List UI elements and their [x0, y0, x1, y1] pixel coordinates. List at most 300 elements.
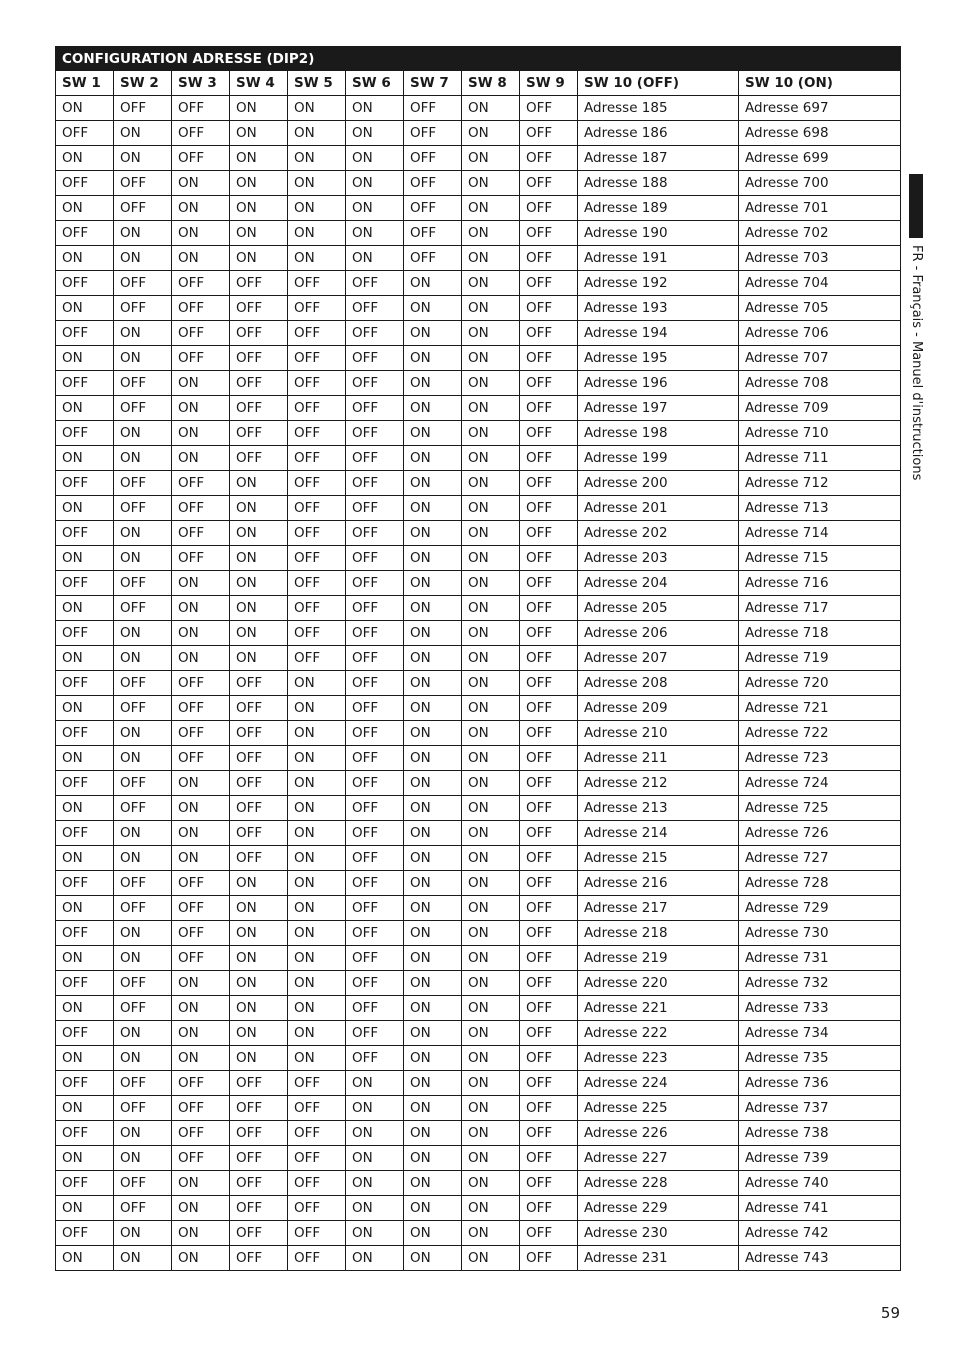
switch-state-cell: OFF [346, 996, 404, 1021]
switch-state-cell: ON [114, 221, 172, 246]
switch-state-cell: ON [230, 571, 288, 596]
address-cell: Adresse 231 [578, 1246, 739, 1271]
switch-state-cell: OFF [346, 321, 404, 346]
switch-state-cell: ON [346, 221, 404, 246]
switch-state-cell: ON [230, 971, 288, 996]
switch-state-cell: ON [172, 246, 230, 271]
switch-state-cell: OFF [346, 346, 404, 371]
switch-state-cell: ON [462, 321, 520, 346]
switch-state-cell: OFF [288, 1221, 346, 1246]
switch-state-cell: OFF [346, 596, 404, 621]
switch-state-cell: ON [288, 771, 346, 796]
switch-state-cell: OFF [288, 1196, 346, 1221]
switch-state-cell: ON [172, 421, 230, 446]
switch-state-cell: ON [172, 1196, 230, 1221]
switch-state-cell: ON [404, 1021, 462, 1046]
switch-state-cell: OFF [230, 421, 288, 446]
switch-state-cell: ON [114, 446, 172, 471]
address-cell: Adresse 229 [578, 1196, 739, 1221]
switch-state-cell: OFF [230, 1096, 288, 1121]
switch-state-cell: OFF [172, 671, 230, 696]
address-cell: Adresse 203 [578, 546, 739, 571]
switch-state-cell: ON [404, 346, 462, 371]
switch-state-cell: OFF [114, 1171, 172, 1196]
switch-state-cell: OFF [230, 796, 288, 821]
switch-state-cell: ON [56, 896, 114, 921]
address-cell: Adresse 724 [739, 771, 901, 796]
switch-state-cell: ON [172, 821, 230, 846]
switch-state-cell: OFF [346, 646, 404, 671]
switch-state-cell: OFF [346, 696, 404, 721]
address-cell: Adresse 222 [578, 1021, 739, 1046]
switch-state-cell: OFF [230, 1246, 288, 1271]
switch-state-cell: ON [462, 221, 520, 246]
address-cell: Adresse 726 [739, 821, 901, 846]
column-header: SW 7 [404, 71, 462, 96]
switch-state-cell: OFF [288, 496, 346, 521]
switch-state-cell: ON [172, 621, 230, 646]
switch-state-cell: OFF [520, 271, 578, 296]
address-cell: Adresse 188 [578, 171, 739, 196]
switch-state-cell: OFF [56, 421, 114, 446]
switch-state-cell: OFF [520, 471, 578, 496]
address-cell: Adresse 223 [578, 1046, 739, 1071]
switch-state-cell: OFF [520, 1196, 578, 1221]
address-cell: Adresse 194 [578, 321, 739, 346]
table-row [56, 1071, 901, 1096]
switch-state-cell: OFF [346, 296, 404, 321]
switch-state-cell: OFF [404, 96, 462, 121]
switch-state-cell: OFF [114, 496, 172, 521]
switch-state-cell: OFF [520, 896, 578, 921]
address-cell: Adresse 221 [578, 996, 739, 1021]
table-row [56, 1021, 901, 1046]
switch-state-cell: OFF [404, 121, 462, 146]
switch-state-cell: ON [172, 1246, 230, 1271]
address-cell: Adresse 202 [578, 521, 739, 546]
switch-state-cell: ON [56, 496, 114, 521]
switch-state-cell: OFF [520, 96, 578, 121]
switch-state-cell: OFF [520, 1046, 578, 1071]
switch-state-cell: ON [288, 746, 346, 771]
switch-state-cell: ON [404, 1221, 462, 1246]
switch-state-cell: ON [172, 771, 230, 796]
address-cell: Adresse 189 [578, 196, 739, 221]
address-cell: Adresse 699 [739, 146, 901, 171]
switch-state-cell: ON [288, 871, 346, 896]
switch-state-cell: OFF [520, 496, 578, 521]
switch-state-cell: OFF [56, 1121, 114, 1146]
switch-state-cell: ON [288, 696, 346, 721]
switch-state-cell: OFF [114, 1071, 172, 1096]
table-row [56, 246, 901, 271]
table-row [56, 796, 901, 821]
switch-state-cell: ON [404, 846, 462, 871]
switch-state-cell: OFF [288, 396, 346, 421]
switch-state-cell: OFF [288, 346, 346, 371]
switch-state-cell: OFF [520, 671, 578, 696]
switch-state-cell: OFF [114, 896, 172, 921]
switch-state-cell: OFF [114, 371, 172, 396]
switch-state-cell: OFF [56, 1071, 114, 1096]
address-cell: Adresse 715 [739, 546, 901, 571]
column-header: SW 9 [520, 71, 578, 96]
switch-state-cell: ON [230, 246, 288, 271]
switch-state-cell: OFF [114, 1196, 172, 1221]
switch-state-cell: OFF [230, 846, 288, 871]
switch-state-cell: OFF [520, 296, 578, 321]
address-cell: Adresse 716 [739, 571, 901, 596]
switch-state-cell: ON [462, 971, 520, 996]
switch-state-cell: ON [346, 1146, 404, 1171]
switch-state-cell: ON [288, 1021, 346, 1046]
column-header: SW 1 [56, 71, 114, 96]
switch-state-cell: ON [346, 196, 404, 221]
switch-state-cell: ON [404, 1171, 462, 1196]
switch-state-cell: ON [230, 596, 288, 621]
switch-state-cell: ON [172, 396, 230, 421]
switch-state-cell: OFF [114, 396, 172, 421]
switch-state-cell: ON [462, 1196, 520, 1221]
switch-state-cell: OFF [114, 96, 172, 121]
switch-state-cell: OFF [346, 1046, 404, 1071]
switch-state-cell: OFF [114, 671, 172, 696]
switch-state-cell: ON [288, 1046, 346, 1071]
switch-state-cell: OFF [114, 996, 172, 1021]
switch-state-cell: OFF [114, 1096, 172, 1121]
switch-state-cell: ON [462, 371, 520, 396]
address-cell: Adresse 721 [739, 696, 901, 721]
switch-state-cell: ON [288, 221, 346, 246]
switch-state-cell: ON [462, 696, 520, 721]
switch-state-cell: ON [288, 721, 346, 746]
switch-state-cell: OFF [346, 621, 404, 646]
switch-state-cell: ON [462, 421, 520, 446]
table-row [56, 521, 901, 546]
switch-state-cell: ON [404, 471, 462, 496]
switch-state-cell: OFF [288, 571, 346, 596]
address-cell: Adresse 225 [578, 1096, 739, 1121]
table-row [56, 621, 901, 646]
switch-state-cell: ON [404, 1246, 462, 1271]
switch-state-cell: ON [404, 521, 462, 546]
table-row [56, 421, 901, 446]
switch-state-cell: ON [462, 396, 520, 421]
switch-state-cell: OFF [56, 321, 114, 346]
address-cell: Adresse 714 [739, 521, 901, 546]
table-row [56, 546, 901, 571]
switch-state-cell: ON [114, 521, 172, 546]
switch-state-cell: ON [288, 96, 346, 121]
switch-state-cell: OFF [172, 521, 230, 546]
switch-state-cell: OFF [56, 971, 114, 996]
address-cell: Adresse 742 [739, 1221, 901, 1246]
address-cell: Adresse 206 [578, 621, 739, 646]
switch-state-cell: ON [288, 996, 346, 1021]
switch-state-cell: ON [462, 121, 520, 146]
address-cell: Adresse 210 [578, 721, 739, 746]
switch-state-cell: ON [288, 146, 346, 171]
switch-state-cell: OFF [346, 446, 404, 471]
switch-state-cell: ON [346, 1071, 404, 1096]
switch-state-cell: ON [404, 971, 462, 996]
switch-state-cell: OFF [56, 371, 114, 396]
switch-state-cell: ON [230, 646, 288, 671]
address-cell: Adresse 738 [739, 1121, 901, 1146]
switch-state-cell: ON [462, 1246, 520, 1271]
switch-state-cell: ON [172, 971, 230, 996]
table-row [56, 821, 901, 846]
switch-state-cell: ON [230, 521, 288, 546]
switch-state-cell: OFF [230, 1171, 288, 1196]
switch-state-cell: ON [230, 996, 288, 1021]
switch-state-cell: OFF [404, 246, 462, 271]
table-row [56, 321, 901, 346]
switch-state-cell: ON [404, 921, 462, 946]
switch-state-cell: OFF [520, 121, 578, 146]
switch-state-cell: ON [114, 946, 172, 971]
switch-state-cell: ON [56, 246, 114, 271]
switch-state-cell: OFF [56, 171, 114, 196]
switch-state-cell: OFF [346, 521, 404, 546]
switch-state-cell: ON [172, 171, 230, 196]
switch-state-cell: OFF [346, 971, 404, 996]
switch-state-cell: OFF [346, 546, 404, 571]
switch-state-cell: ON [462, 1071, 520, 1096]
table-row [56, 746, 901, 771]
switch-state-cell: OFF [56, 1221, 114, 1246]
switch-state-cell: OFF [288, 1071, 346, 1096]
switch-state-cell: OFF [230, 696, 288, 721]
table-row [56, 346, 901, 371]
switch-state-cell: ON [172, 596, 230, 621]
switch-state-cell: OFF [230, 371, 288, 396]
switch-state-cell: ON [346, 1196, 404, 1221]
switch-state-cell: OFF [288, 271, 346, 296]
switch-state-cell: ON [172, 1171, 230, 1196]
switch-state-cell: OFF [114, 971, 172, 996]
address-cell: Adresse 190 [578, 221, 739, 246]
table-row [56, 1121, 901, 1146]
switch-state-cell: ON [230, 871, 288, 896]
switch-state-cell: ON [288, 971, 346, 996]
switch-state-cell: OFF [404, 171, 462, 196]
table-row [56, 696, 901, 721]
table-row [56, 446, 901, 471]
address-cell: Adresse 227 [578, 1146, 739, 1171]
table-row [56, 146, 901, 171]
switch-state-cell: ON [404, 546, 462, 571]
switch-state-cell: ON [462, 621, 520, 646]
switch-state-cell: OFF [56, 1021, 114, 1046]
switch-state-cell: OFF [56, 521, 114, 546]
switch-state-cell: OFF [520, 396, 578, 421]
switch-state-cell: ON [172, 446, 230, 471]
switch-state-cell: ON [230, 146, 288, 171]
address-cell: Adresse 224 [578, 1071, 739, 1096]
address-cell: Adresse 722 [739, 721, 901, 746]
switch-state-cell: OFF [230, 671, 288, 696]
switch-state-cell: ON [462, 946, 520, 971]
switch-state-cell: OFF [230, 296, 288, 321]
switch-state-cell: ON [56, 1196, 114, 1221]
address-cell: Adresse 191 [578, 246, 739, 271]
switch-state-cell: ON [172, 646, 230, 671]
switch-state-cell: ON [56, 1046, 114, 1071]
address-cell: Adresse 718 [739, 621, 901, 646]
switch-state-cell: ON [404, 671, 462, 696]
column-header: SW 10 (OFF) [578, 71, 739, 96]
switch-state-cell: ON [114, 1221, 172, 1246]
switch-state-cell: OFF [520, 546, 578, 571]
switch-state-cell: OFF [114, 171, 172, 196]
switch-state-cell: OFF [288, 321, 346, 346]
switch-state-cell: OFF [56, 721, 114, 746]
switch-state-cell: OFF [520, 621, 578, 646]
address-cell: Adresse 711 [739, 446, 901, 471]
switch-state-cell: ON [288, 196, 346, 221]
address-cell: Adresse 212 [578, 771, 739, 796]
table-row [56, 921, 901, 946]
switch-state-cell: ON [288, 796, 346, 821]
switch-state-cell: ON [230, 171, 288, 196]
switch-state-cell: ON [404, 746, 462, 771]
switch-state-cell: OFF [114, 296, 172, 321]
address-cell: Adresse 208 [578, 671, 739, 696]
switch-state-cell: ON [346, 1121, 404, 1146]
switch-state-cell: OFF [230, 1221, 288, 1246]
side-section-label [906, 245, 926, 485]
table-row [56, 296, 901, 321]
address-cell: Adresse 185 [578, 96, 739, 121]
page-number: 59 [880, 1304, 900, 1322]
table-row [56, 771, 901, 796]
switch-state-cell: ON [404, 571, 462, 596]
switch-state-cell: ON [404, 996, 462, 1021]
side-tab-marker [909, 174, 923, 238]
table-row [56, 471, 901, 496]
switch-state-cell: ON [462, 521, 520, 546]
switch-state-cell: ON [462, 821, 520, 846]
switch-state-cell: ON [56, 646, 114, 671]
switch-state-cell: ON [462, 771, 520, 796]
switch-state-cell: ON [404, 871, 462, 896]
address-cell: Adresse 727 [739, 846, 901, 871]
switch-state-cell: OFF [230, 1196, 288, 1221]
switch-state-cell: ON [462, 846, 520, 871]
switch-state-cell: ON [404, 946, 462, 971]
switch-state-cell: ON [172, 1046, 230, 1071]
switch-state-cell: OFF [346, 896, 404, 921]
address-cell: Adresse 219 [578, 946, 739, 971]
address-cell: Adresse 198 [578, 421, 739, 446]
switch-state-cell: ON [288, 121, 346, 146]
switch-state-cell: OFF [520, 921, 578, 946]
table-row [56, 846, 901, 871]
switch-state-cell: ON [172, 796, 230, 821]
table-row [56, 1246, 901, 1271]
address-cell: Adresse 209 [578, 696, 739, 721]
address-cell: Adresse 211 [578, 746, 739, 771]
switch-state-cell: OFF [346, 496, 404, 521]
address-cell: Adresse 218 [578, 921, 739, 946]
switch-state-cell: ON [114, 146, 172, 171]
switch-state-cell: OFF [230, 271, 288, 296]
switch-state-cell: OFF [114, 771, 172, 796]
address-cell: Adresse 192 [578, 271, 739, 296]
switch-state-cell: OFF [172, 871, 230, 896]
switch-state-cell: ON [404, 396, 462, 421]
switch-state-cell: ON [114, 421, 172, 446]
switch-state-cell: OFF [56, 271, 114, 296]
switch-state-cell: OFF [56, 671, 114, 696]
switch-state-cell: ON [56, 596, 114, 621]
switch-state-cell: OFF [288, 421, 346, 446]
switch-state-cell: ON [404, 896, 462, 921]
switch-state-cell: OFF [520, 1121, 578, 1146]
side-label-text: FR - Français - Manuel d'instructions [909, 245, 924, 481]
switch-state-cell: OFF [520, 171, 578, 196]
switch-state-cell: OFF [346, 796, 404, 821]
table-body [56, 96, 901, 1271]
switch-state-cell: OFF [56, 221, 114, 246]
switch-state-cell: OFF [346, 671, 404, 696]
switch-state-cell: ON [114, 246, 172, 271]
switch-state-cell: ON [172, 1021, 230, 1046]
switch-state-cell: OFF [230, 1146, 288, 1171]
switch-state-cell: OFF [346, 1021, 404, 1046]
switch-state-cell: OFF [56, 1171, 114, 1196]
table-row [56, 96, 901, 121]
address-cell: Adresse 713 [739, 496, 901, 521]
address-cell: Adresse 739 [739, 1146, 901, 1171]
switch-state-cell: ON [462, 1096, 520, 1121]
address-config-table [55, 46, 901, 1271]
address-cell: Adresse 741 [739, 1196, 901, 1221]
switch-state-cell: ON [114, 1046, 172, 1071]
switch-state-cell: ON [288, 171, 346, 196]
switch-state-cell: OFF [520, 971, 578, 996]
address-cell: Adresse 700 [739, 171, 901, 196]
switch-state-cell: OFF [114, 596, 172, 621]
switch-state-cell: OFF [172, 346, 230, 371]
switch-state-cell: ON [462, 571, 520, 596]
switch-state-cell: OFF [172, 1121, 230, 1146]
table-row [56, 221, 901, 246]
address-cell: Adresse 200 [578, 471, 739, 496]
switch-state-cell: ON [230, 946, 288, 971]
switch-state-cell: OFF [172, 271, 230, 296]
switch-state-cell: ON [462, 271, 520, 296]
address-cell: Adresse 207 [578, 646, 739, 671]
table-row [56, 671, 901, 696]
switch-state-cell: OFF [56, 121, 114, 146]
switch-state-cell: OFF [230, 321, 288, 346]
switch-state-cell: OFF [114, 196, 172, 221]
switch-state-cell: ON [462, 1171, 520, 1196]
table-row [56, 171, 901, 196]
address-cell: Adresse 195 [578, 346, 739, 371]
switch-state-cell: OFF [172, 1096, 230, 1121]
address-cell: Adresse 215 [578, 846, 739, 871]
switch-state-cell: OFF [520, 371, 578, 396]
address-cell: Adresse 697 [739, 96, 901, 121]
switch-state-cell: OFF [114, 796, 172, 821]
switch-state-cell: ON [462, 871, 520, 896]
switch-state-cell: ON [288, 846, 346, 871]
switch-state-cell: ON [56, 296, 114, 321]
switch-state-cell: ON [462, 1221, 520, 1246]
